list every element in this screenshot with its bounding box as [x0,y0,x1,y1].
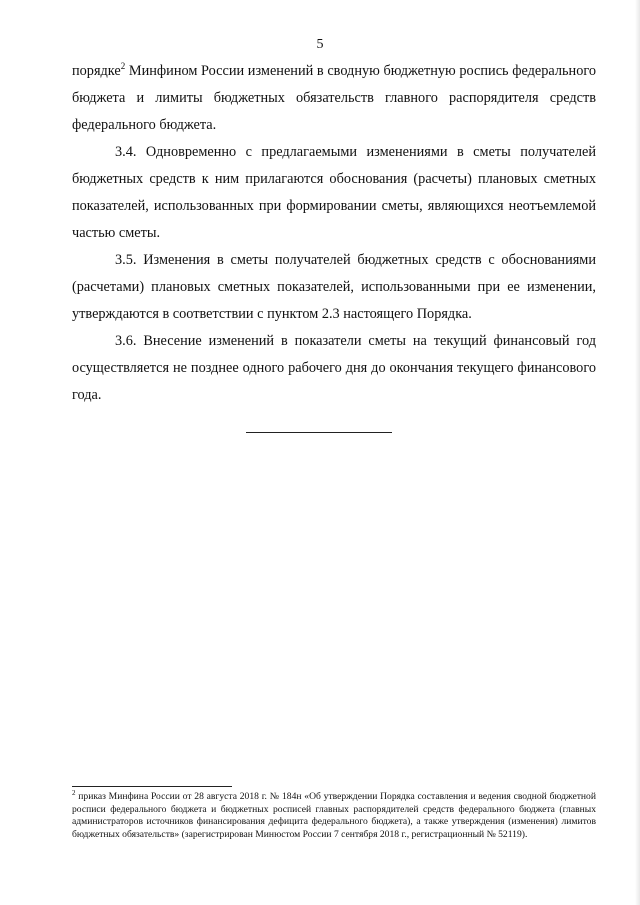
footnote-reference: 2 [120,61,126,72]
paragraph-3-5: 3.5. Изменения в сметы получателей бюджетных средств с обоснованиями (расчетами) плановых сметных показателей, использованными при ее изменении, утверждаются в соответствии с пунктом 2.3 настоящего Порядка. [72,252,596,322]
footnote-separator [72,786,232,787]
paragraph-3-4: 3.4. Одновременно с предлагаемыми изменениями в сметы получателей бюджетных средств к ним прилагаются обоснования (расчеты) плановых сметных показателей, использованных при формировании сметы, являющихся неотъемлемой частью сметы. [72,144,596,241]
footnote [72,788,596,841]
scan-edge [635,0,640,905]
paragraph-3-6: 3.6. Внесение изменений в показатели сметы на текущий финансовый год осуществляется не позднее одного рабочего дня до окончания текущего финансового года. [72,333,596,403]
section-end-rule [246,432,392,433]
footnote-text: приказ Минфина России от 28 августа 2018 г. № 184н «Об утверждении Порядка составления и ведения сводной бюджетной росписи федерального бюджета и бюджетных росписей главных распорядителей средств федерального бюджета (главных администраторов источников финансирования дефицита федерального бюджета), а также утверждения (изменения) лимитов бюджетных обязательств» (зарегистрирован Минюстом России 7 сентября 2018 г., регистрационный № 52119). [72,791,596,840]
footnote-marker: 2 [72,788,76,797]
paragraph-continuation-start: порядке [72,63,121,79]
paragraph-continuation [72,58,596,139]
body-text [72,58,596,409]
page-number: 5 [316,37,324,52]
paragraph-continuation-rest: Минфином России изменений в сводную бюджетную роспись федерального бюджета и лимиты бюджетных обязательств главного распорядителя средств федерального бюджета. [72,63,596,133]
